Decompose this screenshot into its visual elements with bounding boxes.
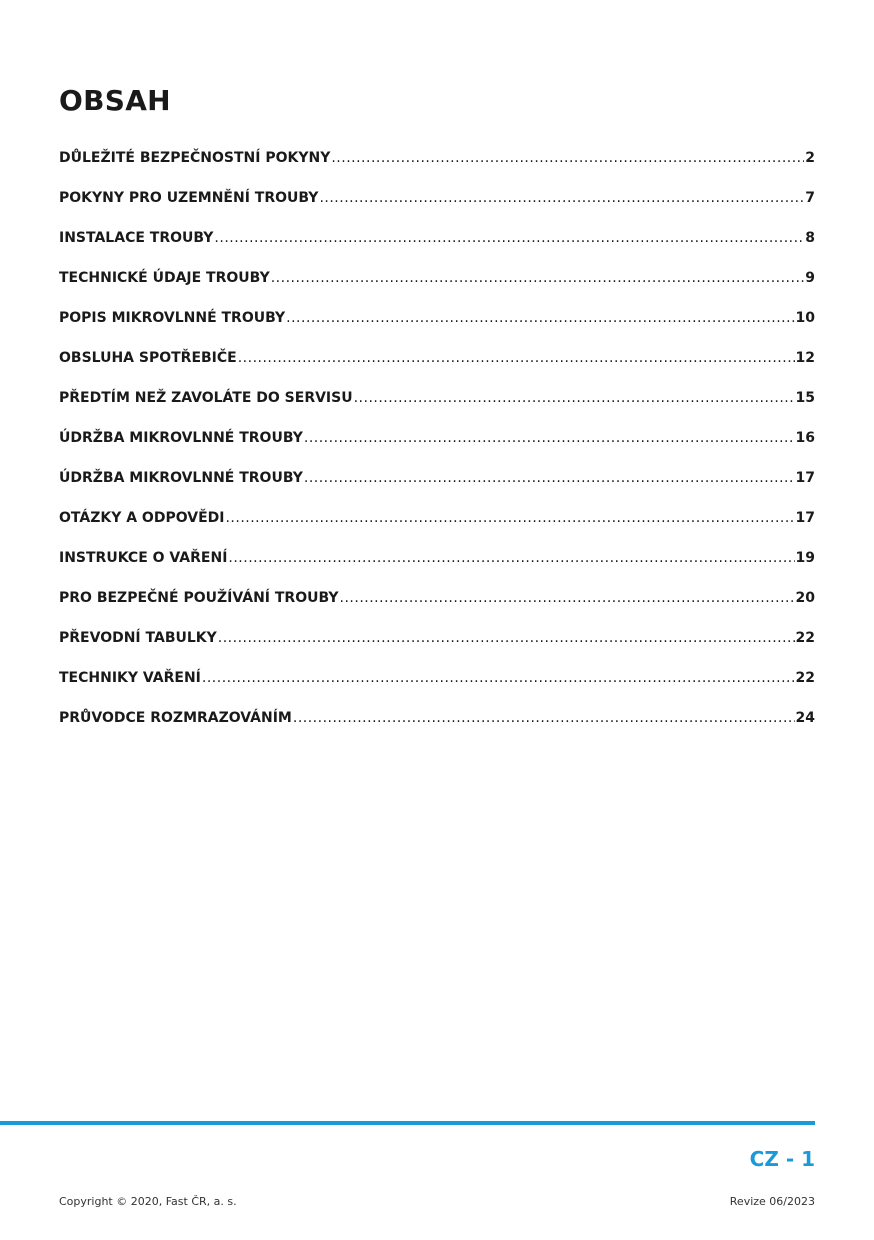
toc-entry-page-number: 7 — [805, 190, 815, 206]
toc-entry[interactable] — [59, 426, 815, 466]
page-number: CZ - 1 — [749, 1147, 815, 1171]
toc-entry[interactable] — [59, 146, 815, 186]
toc-entry[interactable] — [59, 266, 815, 306]
toc-dot-leader — [304, 466, 795, 490]
copyright-text: Copyright © 2020, Fast ČR, a. s. — [59, 1195, 237, 1208]
toc-entry-title: PRŮVODCE ROZMRAZOVÁNÍM — [59, 710, 292, 726]
toc-dot-leader — [319, 186, 804, 210]
toc-entry-page-number: 16 — [795, 430, 815, 446]
toc-entry-title: DŮLEŽITÉ BEZPEČNOSTNÍ POKYNY — [59, 150, 331, 166]
toc-entry[interactable] — [59, 586, 815, 626]
toc-dot-leader — [304, 426, 795, 450]
toc-entry[interactable] — [59, 346, 815, 386]
toc-dot-leader — [271, 266, 805, 290]
toc-entry-title: INSTRUKCE O VAŘENÍ — [59, 550, 228, 566]
toc-entry-title: POKYNY PRO UZEMNĚNÍ TROUBY — [59, 190, 319, 206]
toc-entry[interactable] — [59, 386, 815, 426]
toc-entry[interactable] — [59, 666, 815, 706]
toc-dot-leader — [354, 386, 795, 410]
toc-entry[interactable] — [59, 466, 815, 506]
toc-entry-page-number: 8 — [805, 230, 815, 246]
toc-dot-leader — [293, 706, 795, 730]
toc-entry-page-number: 22 — [795, 670, 815, 686]
toc-entry-page-number: 22 — [795, 630, 815, 646]
toc-entry-title: INSTALACE TROUBY — [59, 230, 214, 246]
toc-entry-page-number: 9 — [805, 270, 815, 286]
toc-entry-title: ÚDRŽBA MIKROVLNNÉ TROUBY — [59, 470, 303, 486]
toc-entry-title: PŘEVODNÍ TABULKY — [59, 630, 217, 646]
footer-divider — [0, 1121, 815, 1125]
toc-dot-leader — [238, 346, 795, 370]
toc-entry-page-number: 12 — [795, 350, 815, 366]
toc-entry[interactable] — [59, 626, 815, 666]
toc-entry-title: OBSLUHA SPOTŘEBIČE — [59, 350, 237, 366]
toc-dot-leader — [331, 146, 804, 170]
page-title: OBSAH — [59, 84, 171, 117]
toc-dot-leader — [340, 586, 795, 610]
toc-entry-page-number: 2 — [805, 150, 815, 166]
toc-entry-page-number: 24 — [795, 710, 815, 726]
toc-entry-title: TECHNIKY VAŘENÍ — [59, 670, 201, 686]
toc-entry-page-number: 15 — [795, 390, 815, 406]
toc-entry[interactable] — [59, 706, 815, 746]
toc-dot-leader — [218, 626, 795, 650]
toc-dot-leader — [202, 666, 795, 690]
toc-entry-page-number: 17 — [795, 470, 815, 486]
toc-entry[interactable] — [59, 306, 815, 346]
toc-dot-leader — [228, 546, 794, 570]
toc-dot-leader — [214, 226, 804, 250]
toc-entry-page-number: 17 — [795, 510, 815, 526]
revision-text: Revize 06/2023 — [729, 1195, 815, 1208]
toc-entry[interactable] — [59, 226, 815, 266]
toc-entry[interactable] — [59, 186, 815, 226]
toc-entry-page-number: 10 — [795, 310, 815, 326]
toc-entry-title: TECHNICKÉ ÚDAJE TROUBY — [59, 270, 270, 286]
toc-entry-page-number: 19 — [795, 550, 815, 566]
toc-dot-leader — [225, 506, 794, 530]
toc-entry[interactable] — [59, 506, 815, 546]
toc-entry-page-number: 20 — [795, 590, 815, 606]
toc-entry-title: PŘEDTÍM NEŽ ZAVOLÁTE DO SERVISU — [59, 390, 353, 406]
toc-entry-title: PRO BEZPEČNÉ POUŽÍVÁNÍ TROUBY — [59, 590, 339, 606]
toc-entry-title: POPIS MIKROVLNNÉ TROUBY — [59, 310, 286, 326]
toc-entry-title: OTÁZKY A ODPOVĚDI — [59, 510, 225, 526]
table-of-contents — [59, 146, 815, 746]
toc-entry-title: ÚDRŽBA MIKROVLNNÉ TROUBY — [59, 430, 303, 446]
toc-dot-leader — [286, 306, 794, 330]
toc-entry[interactable] — [59, 546, 815, 586]
